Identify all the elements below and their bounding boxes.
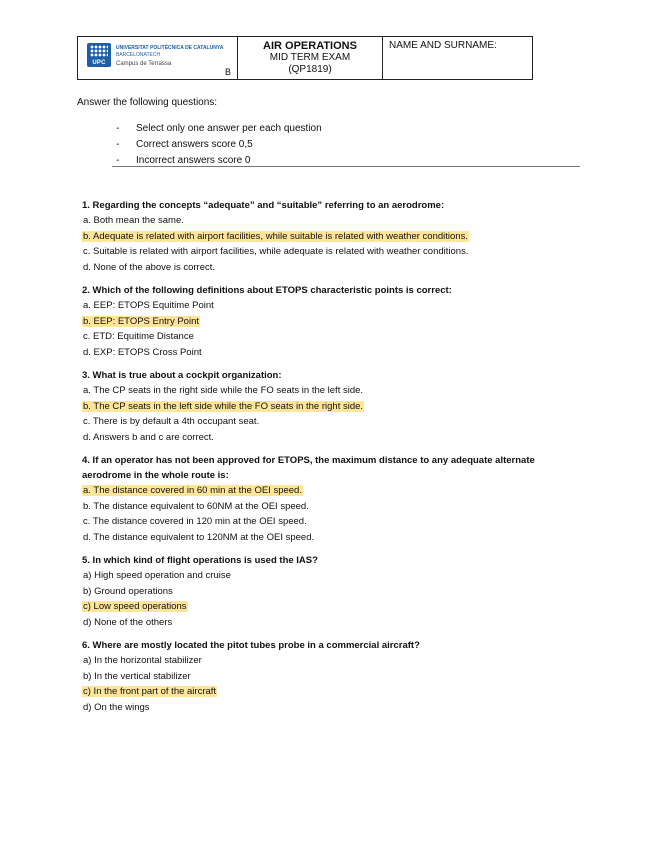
answer-option[interactable] — [82, 430, 552, 446]
instructions-heading: Answer the following questions: — [77, 97, 218, 108]
question-1 — [82, 198, 552, 275]
answer-text: c. ETD: Equitime Distance — [83, 331, 194, 342]
question-3 — [82, 368, 552, 445]
answer-text: d. Answers b and c are correct. — [83, 431, 214, 443]
answer-text: d. None of the above is correct. — [83, 261, 216, 273]
answer-text: c) Low speed operations — [83, 601, 187, 612]
rule-item: - Incorrect answers score 0 — [116, 153, 322, 169]
answer-text: a. EEP: ETOPS Equitime Point — [83, 300, 214, 311]
rule-text: Correct answers score 0,5 — [136, 139, 253, 150]
rule-text: Incorrect answers score 0 — [136, 155, 251, 166]
answer-text: a) In the horizontal stabilizer — [83, 655, 202, 666]
answer-text: d) On the wings — [83, 701, 150, 713]
answer-option[interactable] — [82, 260, 552, 276]
question-4 — [82, 453, 552, 545]
answer-text: a. Both mean the same. — [83, 215, 184, 226]
answer-option[interactable] — [82, 329, 552, 345]
question-title: 5. In which kind of flight operations is used the IAS? — [82, 555, 318, 566]
title-cell — [238, 37, 383, 79]
rule-item: - Select only one answer per each question — [116, 121, 322, 137]
answer-text: a. The distance covered in 60 min at the OEI speed. — [83, 485, 302, 496]
answer-option[interactable] — [82, 244, 552, 260]
university-name: UNIVERSITAT POLITÈCNICA DE CATALUNYA — [116, 45, 224, 51]
answer-text: b. The CP seats in the left side while the FO seats in the right side. — [83, 400, 364, 412]
answer-option[interactable] — [82, 584, 552, 600]
question-title: 4. If an operator has not been approved for ETOPS, the maximum distance to any adequate alternate aerodrome in the whole route is: — [82, 455, 535, 481]
answer-option[interactable] — [82, 345, 552, 361]
answer-text: c. The distance covered in 120 min at the OEI speed. — [83, 516, 307, 527]
answer-option[interactable] — [82, 298, 552, 314]
answer-text: d. The distance equivalent to 120NM at the OEI speed. — [83, 531, 315, 543]
answer-text: b) In the vertical stabilizer — [83, 670, 191, 682]
answer-option[interactable] — [82, 669, 552, 685]
campus-name: Campus de Terrassa — [116, 61, 172, 67]
answer-option-highlighted[interactable] — [82, 399, 552, 415]
answer-text: b) Ground operations — [83, 585, 173, 597]
question-title: 6. Where are mostly located the pitot tubes probe in a commercial aircraft? — [82, 640, 420, 651]
questions-list — [82, 198, 552, 723]
divider — [112, 166, 580, 167]
answer-option-highlighted[interactable] — [82, 314, 552, 330]
question-title: 1. Regarding the concepts “adequate” and “suitable” referring to an aerodrome: — [82, 200, 445, 211]
answer-option-highlighted[interactable] — [82, 684, 552, 700]
question-title: 3. What is true about a cockpit organization: — [82, 370, 282, 381]
answer-option[interactable] — [82, 414, 552, 430]
exam-title: MID TERM EXAM — [269, 52, 351, 63]
rules-list — [116, 121, 322, 169]
answer-option[interactable] — [82, 499, 552, 515]
exam-code: (QP1819) — [288, 64, 332, 75]
exam-version: B — [224, 67, 231, 77]
answer-text: c) In the front part of the aircraft — [83, 686, 217, 697]
upc-logo-icon — [87, 43, 111, 67]
exam-header — [77, 36, 533, 80]
answer-text: a. The CP seats in the right side while the FO seats in the left side. — [83, 385, 364, 396]
answer-option[interactable] — [82, 514, 552, 530]
answer-option[interactable] — [82, 383, 552, 399]
answer-text: b. Adequate is related with airport facilities, while suitable is related with weather conditions. — [83, 230, 468, 242]
answer-text: d. EXP: ETOPS Cross Point — [83, 346, 202, 358]
logo-cell — [78, 37, 238, 79]
answer-option-highlighted[interactable] — [82, 483, 552, 499]
name-label: NAME AND SURNAME: — [389, 40, 497, 51]
answer-option-highlighted[interactable] — [82, 229, 552, 245]
logo-emblem-text: UPC — [92, 60, 106, 66]
question-2 — [82, 283, 552, 360]
rule-item: - Correct answers score 0,5 — [116, 137, 322, 153]
answer-text: b. The distance equivalent to 60NM at the OEI speed. — [83, 500, 309, 512]
answer-option[interactable] — [82, 615, 552, 631]
answer-text: d) None of the others — [83, 616, 173, 628]
answer-option[interactable] — [82, 213, 552, 229]
rule-text: Select only one answer per each question — [136, 123, 322, 134]
name-field[interactable] — [383, 37, 532, 79]
answer-text: c. Suitable is related with airport facilities, while adequate is related with weather conditions. — [83, 246, 469, 257]
answer-text: b. EEP: ETOPS Entry Point — [83, 315, 199, 327]
course-title: AIR OPERATIONS — [263, 40, 357, 52]
answer-text: a) High speed operation and cruise — [83, 570, 231, 581]
question-6 — [82, 638, 552, 715]
question-title: 2. Which of the following definitions about ETOPS characteristic points is correct: — [82, 285, 452, 296]
answer-option-highlighted[interactable] — [82, 599, 552, 615]
answer-option[interactable] — [82, 653, 552, 669]
answer-option[interactable] — [82, 568, 552, 584]
question-5 — [82, 553, 552, 630]
answer-option[interactable] — [82, 530, 552, 546]
answer-text: c. There is by default a 4th occupant seat. — [83, 416, 260, 427]
university-tagline: BARCELONATECH — [116, 52, 161, 58]
answer-option[interactable] — [82, 700, 552, 716]
